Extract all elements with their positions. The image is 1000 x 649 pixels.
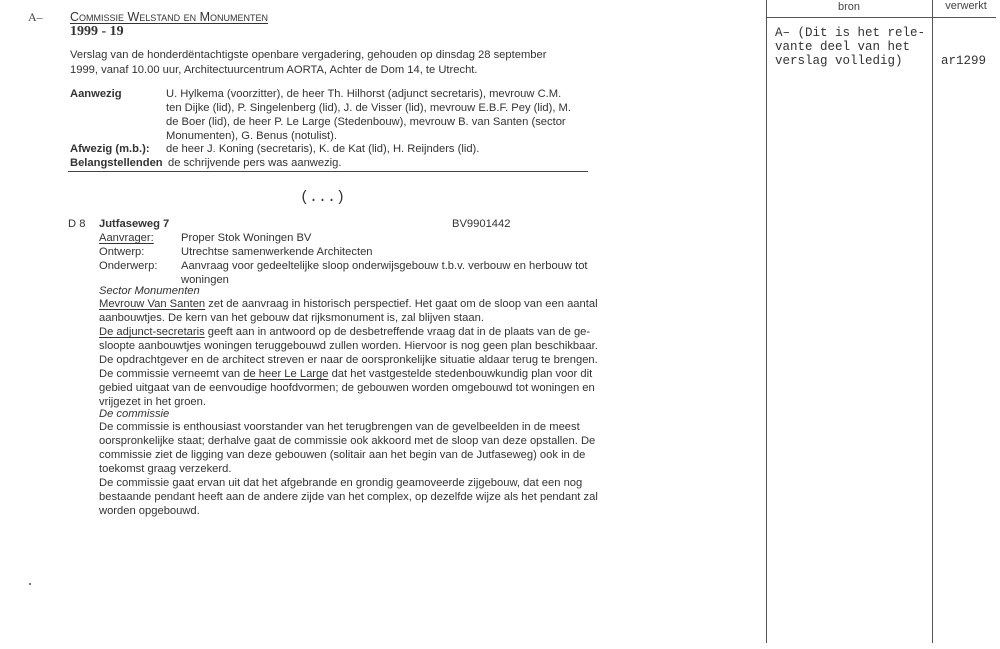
conclusion-line: De commissie gaat ervan uit dat het afgebrande en grondig geamoveerde zijgebouw, dat een nog (99, 477, 583, 489)
absent-text: de heer J. Koning (secretaris), K. de Kat (lid), H. Reijnders (lid). (166, 143, 480, 155)
field-value-subject-cont: woningen (181, 274, 229, 286)
interested-text: de schrijvende pers was aanwezig. (168, 157, 342, 169)
sidebar-header-rule (766, 17, 996, 18)
conclusion-line: oorspronkelijke staat; derhalve gaat de commissie ook akkoord met de sloop van deze opstallen. De (99, 435, 596, 447)
paragraph-line: gebied uitgaat van de eenvoudige hoofdvormen; de gebouwen worden omgebouwd tot woningen en (99, 382, 595, 394)
issue-number: 1999 - 19 (70, 24, 124, 39)
column-header-bron: bron (837, 1, 861, 13)
paragraph-line (99, 325, 590, 340)
present-line: ten Dijke (lid), P. Singelenberg (lid), J. de Visser (lid), mevrouw E.B.F. Pey (lid), M. (166, 102, 571, 114)
field-value-design: Utrechtse samenwerkende Architecten (181, 246, 373, 258)
paragraph-line (99, 297, 598, 312)
item-title: Jutfaseweg 7 (99, 218, 170, 230)
verwerkt-value: ar1299 (941, 54, 987, 68)
bron-line: A– (Dit is het rele- (775, 26, 926, 40)
intro-line-1: Verslag van de honderdëntachtigste openbare vergadering, gehouden op dinsdag 28 september (70, 49, 547, 61)
omission-mark: (...) (300, 189, 346, 206)
item-number: D 8 (68, 218, 86, 230)
section-heading-monuments: Sector Monumenten (99, 285, 200, 297)
sidebar-left-rule (766, 0, 767, 643)
sidebar-column-rule (932, 0, 933, 643)
field-value-subject: Aanvraag voor gedeeltelijke sloop onderwijsgebouw t.b.v. verbouw en herbouw tot (181, 260, 588, 272)
paragraph-line: vrijgezet in het groen. (99, 396, 206, 408)
section-heading-committee: De commissie (99, 408, 170, 420)
present-label: Aanwezig (70, 88, 122, 100)
paragraph-text: zet de aanvraag in historisch perspectief. Het gaat om de sloop van een aantal (205, 298, 598, 310)
interested-label: Belangstellenden (70, 157, 163, 169)
bron-line: vante deel van het (775, 40, 911, 54)
conclusion-line: commissie ziet de ligging van deze gebouwen (solitair aan het begin van de Jutfaseweg) ook in de (99, 449, 586, 461)
intro-line-2: 1999, vanaf 10.00 uur, Architectuurcentrum AORTA, Achter de Dom 14, te Utrecht. (70, 64, 478, 76)
attendance-divider (68, 171, 588, 172)
present-line: Monumenten), G. Benus (notulist). (166, 130, 337, 142)
paragraph-line (99, 367, 592, 382)
paragraph-text: De commissie verneemt van (99, 368, 244, 380)
speaker-name: De adjunct-secretaris (99, 326, 205, 338)
conclusion-line: worden opgebouwd. (99, 505, 200, 517)
speaker-name: de heer Le Large (243, 368, 329, 380)
margin-mark: A– (28, 10, 43, 24)
field-label-design: Ontwerp: (99, 246, 145, 258)
margin-speck (29, 583, 31, 585)
paragraph-line: De opdrachtgever en de architect streven er naar de oorspronkelijke situatie aldaar terug te brengen. (99, 354, 598, 366)
present-line: de Boer (lid), de heer P. Le Large (Stedenbouw), mevrouw B. van Santen (sector (166, 116, 566, 128)
speaker-name: Mevrouw Van Santen (99, 298, 206, 310)
organization-heading: Commissie Welstand en Monumenten (70, 10, 269, 24)
conclusion-line: toekomst graag verzekerd. (99, 463, 232, 475)
paragraph-line: aanbouwtjes. De kern van het gebouw dat rijksmonument is, zal blijven staan. (99, 312, 484, 324)
column-header-verwerkt: verwerkt (945, 0, 987, 12)
item-reference: BV9901442 (452, 218, 511, 230)
paragraph-line: sloopte aanbouwtjes woningen teruggebouwd zullen worden. Hiervoor is nog geen plan beschikbaar. (99, 340, 598, 352)
paragraph-text: geeft aan in antwoord op de desbetreffende vraag dat in de plaats van de ge- (204, 326, 591, 338)
present-line: U. Hylkema (voorzitter), de heer Th. Hilhorst (adjunct secretaris), mevrouw C.M. (166, 88, 562, 100)
conclusion-line: De commissie is enthousiast voorstander van het terugbrengen van de gevelbeelden in de meest (99, 421, 580, 433)
field-label-applicant: Aanvrager: (99, 232, 154, 244)
paragraph-text: dat het vastgestelde stedenbouwkundig plan voor dit (328, 368, 593, 380)
field-label-subject: Onderwerp: (99, 260, 158, 272)
conclusion-line: bestaande pendant heeft aan de andere zijde van het complex, op dezelfde wijze als het pendant zal (99, 491, 598, 503)
absent-label: Afwezig (m.b.): (70, 143, 150, 155)
bron-line: verslag volledig) (775, 54, 903, 68)
field-value-applicant: Proper Stok Woningen BV (181, 232, 312, 244)
